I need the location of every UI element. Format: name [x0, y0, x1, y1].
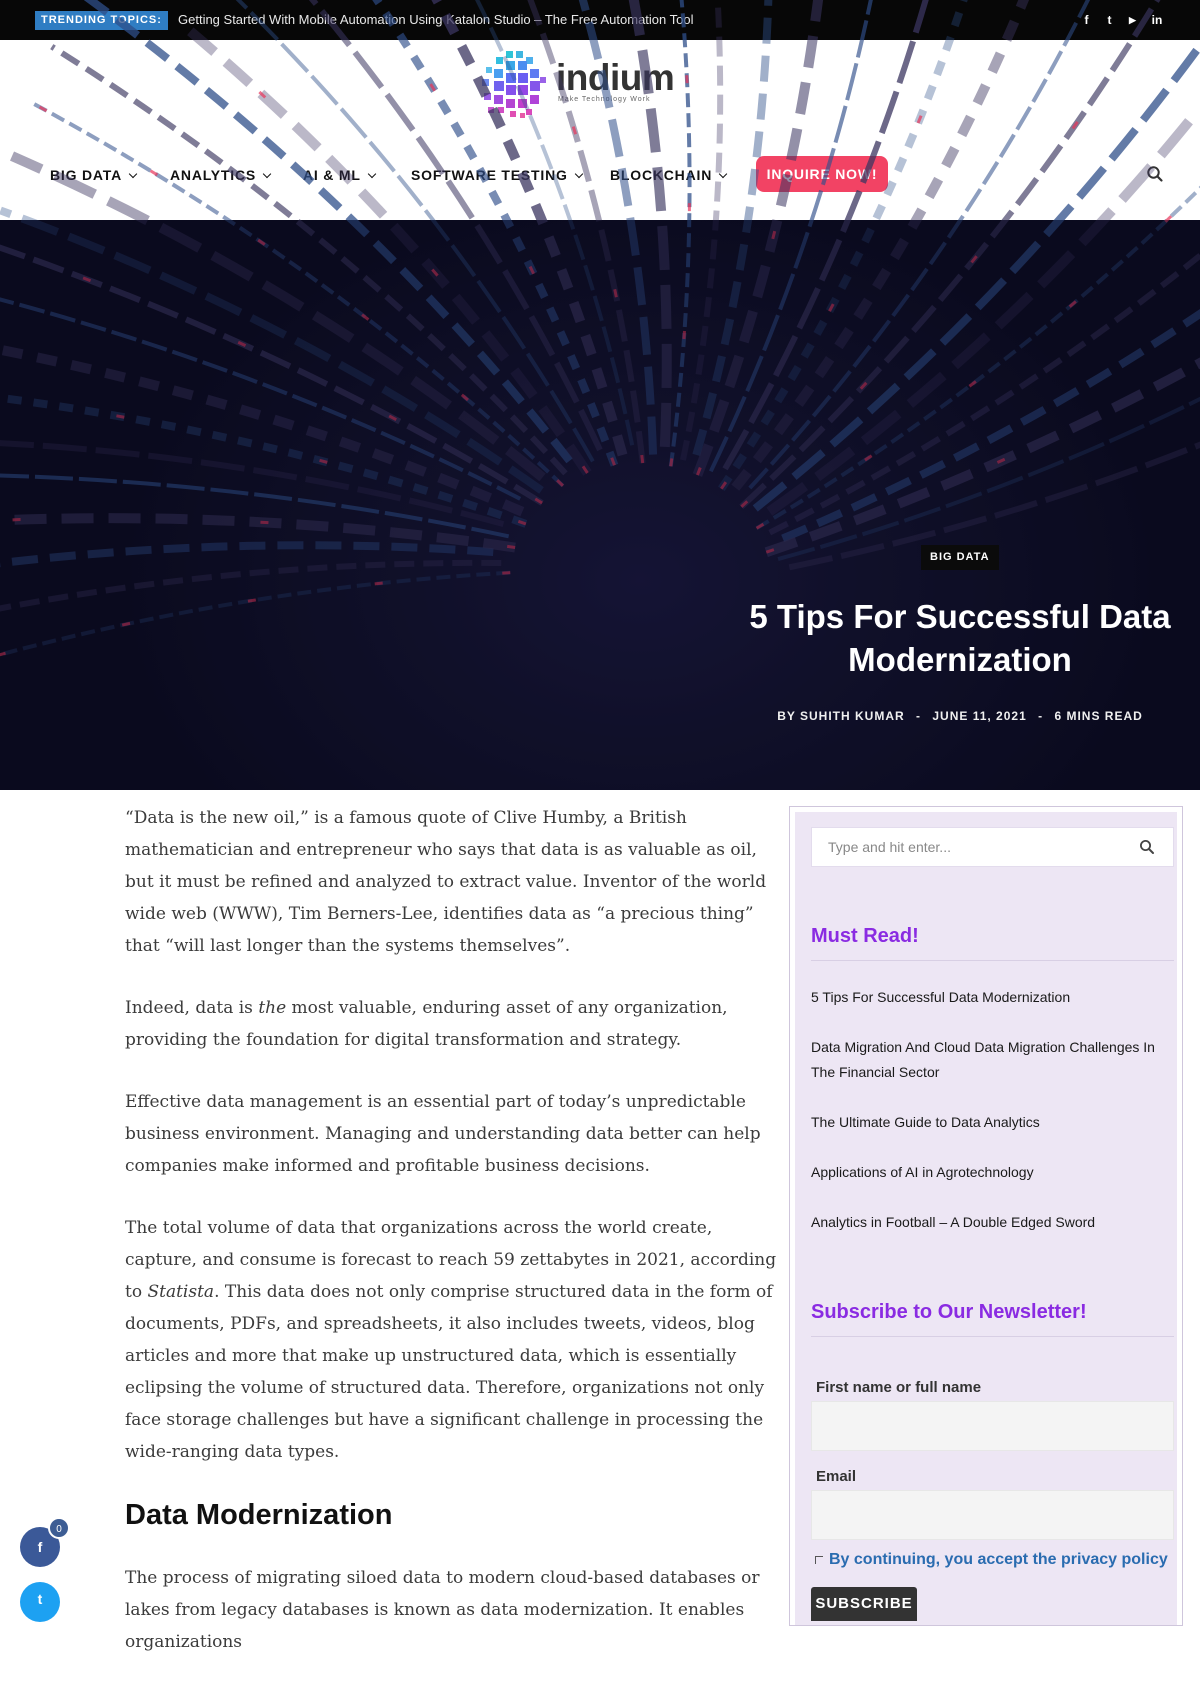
sidebar: [789, 806, 1183, 1626]
linkedin-icon[interactable]: in: [1151, 13, 1163, 27]
emphasis: the: [258, 998, 287, 1018]
hero-banner: [0, 220, 1200, 790]
hero-background-image: [0, 220, 1200, 790]
search-icon[interactable]: [1139, 839, 1155, 855]
text-run: Indeed, data is: [125, 998, 259, 1018]
facebook-icon: f: [37, 1539, 43, 1555]
name-label: First name or full name: [816, 1379, 982, 1396]
divider: [811, 960, 1174, 961]
chevron-down-icon: [367, 170, 375, 178]
name-field[interactable]: [811, 1401, 1174, 1451]
paragraph: [125, 1212, 780, 1468]
share-count-badge: 0: [48, 1517, 70, 1539]
must-read-heading: Must Read!: [811, 925, 919, 947]
sidebar-search: [811, 827, 1174, 867]
publish-date: JUNE 11, 2021: [932, 709, 1027, 723]
nav-label: BLOCKCHAIN: [610, 167, 713, 183]
article-body: [125, 802, 780, 1688]
email-field[interactable]: [811, 1490, 1174, 1540]
subscribe-button[interactable]: SUBSCRIBE: [811, 1587, 917, 1621]
chevron-down-icon: [263, 170, 271, 178]
statista-link[interactable]: Statista: [147, 1282, 215, 1302]
section-heading: Data Modernization: [125, 1499, 393, 1531]
chevron-down-icon: [129, 170, 137, 178]
text-run: . This data does not only comprise structured data in the form of documents, PDFs, and spreadsheets, it also includes tweets, videos, blog articles and more that make up unstructured data, which is essentially eclipsing the volume of structured data. Therefore, organizations not only face storage challenges but have a significant challenge in processing the wide-ranging data types.: [125, 1282, 773, 1462]
inquire-now-button[interactable]: INQUIRE NOW!: [756, 156, 888, 192]
paragraph: The process of migrating siloed data to modern cloud-based databases or lakes from legacy databases is known as data modernization. It enables organizations: [125, 1568, 760, 1652]
nav-label: BIG DATA: [50, 167, 122, 183]
nav-label: AI & ML: [303, 167, 361, 183]
consent-label: By continuing, you accept the privacy policy: [829, 1551, 1168, 1568]
text-run: The total volume of data that organizations across the world create, capture, and consume is forecast to reach 59 zettabytes in 2021, according to: [125, 1218, 777, 1302]
nav-item-analytics[interactable]: [170, 167, 270, 183]
email-label: Email: [816, 1468, 857, 1485]
chevron-down-icon: [574, 170, 582, 178]
consent-checkbox[interactable]: [815, 1556, 823, 1564]
facebook-icon[interactable]: f: [1084, 13, 1089, 27]
must-read-link[interactable]: 5 Tips For Successful Data Modernization: [811, 989, 1071, 1005]
byline-prefix: BY: [777, 709, 796, 723]
privacy-consent[interactable]: [815, 1550, 1168, 1570]
trending-link[interactable]: Getting Started With Mobile Automation Using Katalon Studio – The Free Automation Tool: [178, 12, 694, 27]
article-meta: [740, 708, 1180, 724]
logo-tagline: Make Technology Work: [558, 96, 651, 103]
meta-separator: -: [916, 709, 922, 723]
must-read-link[interactable]: Applications of AI in Agrotechnology: [811, 1164, 1034, 1180]
hero-overlay: [0, 220, 1200, 790]
must-read-link[interactable]: Analytics in Football – A Double Edged Sword: [811, 1214, 1096, 1230]
trending-label: TRENDING TOPICS:: [35, 11, 168, 30]
paragraph: “Data is the new oil,” is a famous quote of Clive Humby, a British mathematician and entrepreneur who says that data is as valuable as oil, but it must be refined and analyzed to extract value. Inventor of the world wide web (WWW), Tim Berners-Lee, identifies data as “a precious thing” that “will last longer than the systems themselves”.: [125, 808, 767, 956]
sidebar-panel: [795, 812, 1177, 1625]
twitter-icon[interactable]: t: [1107, 13, 1112, 27]
paragraph: [125, 992, 780, 1056]
author-link[interactable]: SUHITH KUMAR: [800, 709, 905, 723]
sidebar-search-input[interactable]: [812, 828, 1112, 866]
youtube-icon[interactable]: ▶: [1129, 15, 1136, 25]
text-run: most valuable, enduring asset of any organization, providing the foundation for digital transformation and strategy.: [125, 998, 728, 1050]
category-badge[interactable]: BIG DATA: [921, 545, 999, 570]
article-title: 5 Tips For Successful Data Modernization: [749, 598, 1171, 678]
read-time: 6 MINS READ: [1054, 709, 1143, 723]
twitter-icon: t: [37, 1591, 43, 1607]
logo-mark-icon: [478, 49, 550, 121]
must-read-link[interactable]: The Ultimate Guide to Data Analytics: [811, 1114, 1040, 1130]
divider: [811, 1336, 1174, 1337]
meta-separator: -: [1038, 709, 1044, 723]
share-twitter-button[interactable]: [20, 1582, 60, 1622]
logo-wordmark: indium: [556, 57, 675, 98]
must-read-link[interactable]: Data Migration And Cloud Data Migration Challenges In The Financial Sector: [811, 1039, 1155, 1080]
newsletter-heading: Subscribe to Our Newsletter!: [811, 1301, 1087, 1323]
main-nav: [0, 150, 1200, 200]
paragraph: Effective data management is an essential part of today’s unpredictable business environment. Managing and understanding data better can help companies make informed and profitable business decisions.: [125, 1092, 761, 1176]
nav-label: SOFTWARE TESTING: [411, 167, 568, 183]
nav-label: ANALYTICS: [170, 167, 257, 183]
